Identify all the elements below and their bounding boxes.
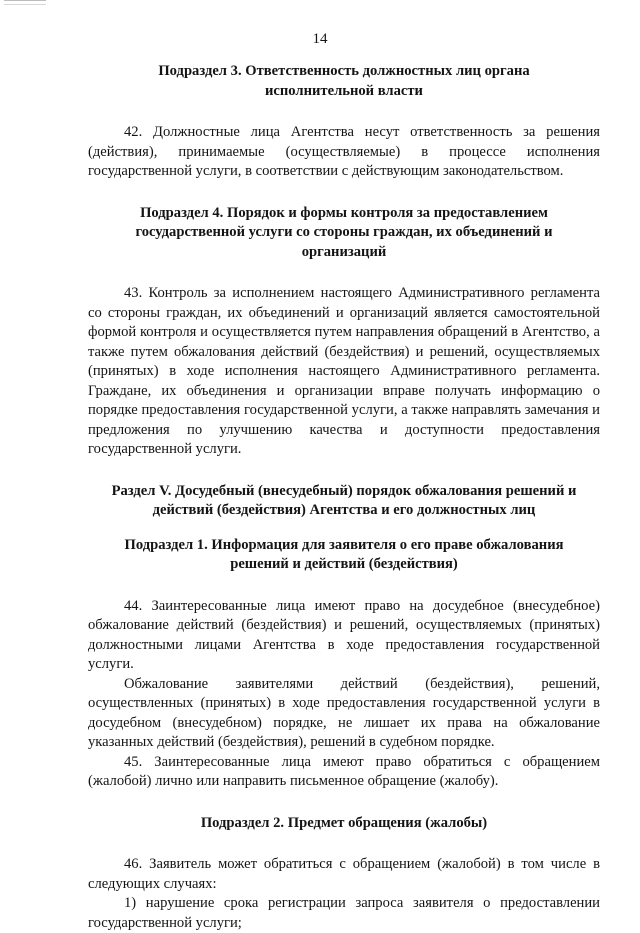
subsection-1-heading: Подраздел 1. Информация для заявителя о его праве обжалования решений и действий (бездействия) <box>124 536 564 572</box>
subsection-2-heading: Подраздел 2. Предмет обращения (жалобы) <box>200 814 488 831</box>
scan-edge-mark <box>4 0 46 5</box>
paragraph-44-appeal: Обжалование заявителями действий (бездействия), решений, осуществленных (принятых) в ходе предоставления государственной услуги в досудебном (внесудебном) порядке, не лишает их права на обжалование указанных действий (бездействия), решений в судебном порядке. <box>88 675 600 750</box>
subsection-3-heading: Подраздел 3. Ответственность должностных лиц органа исполнительной власти <box>158 63 530 99</box>
paragraph-43: 43. Контроль за исполнением настоящего Административного регламента со стороны граждан, их объединений и организаций является самостоятельной формой контроля и осуществляется путем направления обращений в Агентство, а также путем обжалования действий (бездействия) и решений, осуществляемых (принятых) в ходе исполнения настоящего Административного регламента. Граждане, их объединения и организации вправе получать информацию о порядке предоставления государственной услуги, а также направлять замечания и предложения по улучшению качества и доступности предоставления государственной услуги. <box>88 285 600 457</box>
document-page <box>88 62 600 933</box>
paragraph-45: 45. Заинтересованные лица имеют право обратиться с обращением (жалобой) лично или направить письменное обращение (жалобу). <box>88 753 600 789</box>
paragraph-44: 44. Заинтересованные лица имеют право на досудебное (внесудебное) обжалование действий (бездействия) и решений, осуществляемых (принятых) должностными лицами Агентства в ходе предоставления государственной услуги. <box>88 597 600 672</box>
paragraph-46-item-1: 1) нарушение срока регистрации запроса заявителя о предоставлении государственной услуги; <box>88 895 600 931</box>
paragraph-46: 46. Заявитель может обратиться с обращением (жалобой) в том числе в следующих случаях: <box>88 856 600 892</box>
page-number: 14 <box>312 31 328 47</box>
paragraph-42: 42. Должностные лица Агентства несут ответственность за решения (действия), принимаемые (осуществляемые) в процессе исполнения государственной услуги, в соответствии с действующим законодательством. <box>88 124 600 179</box>
subsection-4-heading: Подраздел 4. Порядок и формы контроля за предоставлением государственной услуги со стороны граждан, их объединений и организаций <box>135 204 553 260</box>
section-5-heading: Раздел V. Досудебный (внесудебный) порядок обжалования решений и действий (бездействия) Агентства и его должностных лиц <box>111 482 577 518</box>
